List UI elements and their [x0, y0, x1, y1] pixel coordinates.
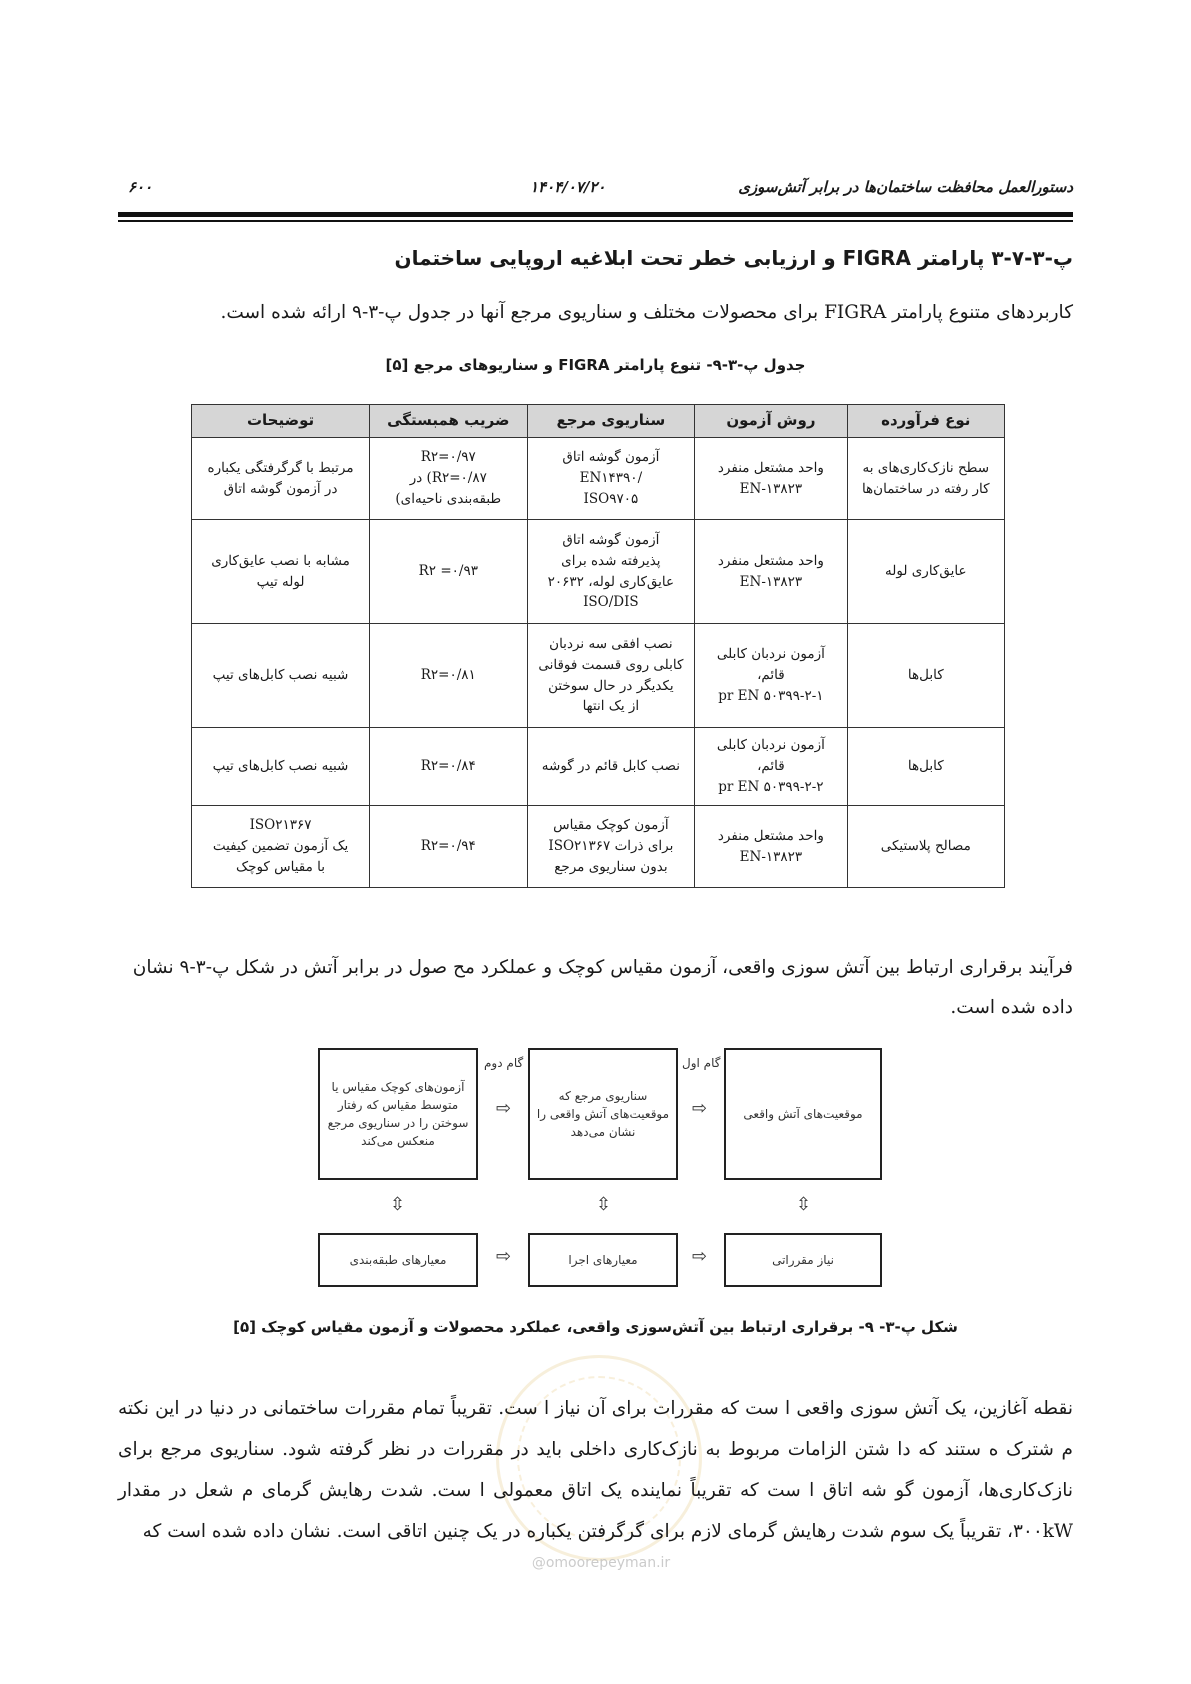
cell-line: کابل‌ها: [907, 758, 944, 775]
cell-line: برای ذرات ISO۲۱۳۶۷: [548, 838, 674, 855]
box-small-scale-tests: آزمون‌های کوچک مقیاس یا متوسط مقیاس که رفتار سوختن را در سناریوی مرجع منعکس می‌کند: [318, 1048, 478, 1180]
cell-line: یکدیگر در حال سوختن: [548, 677, 674, 694]
table-cell-product: [847, 438, 1004, 520]
cell-line: مشابه با نصب عایق‌کاری: [211, 552, 350, 569]
figra-table: [191, 404, 1005, 888]
table-row: [192, 624, 1005, 728]
cell-line: واحد مشتعل منفرد: [717, 552, 824, 569]
table-cell-method: [695, 806, 847, 888]
table-cell-correlation: [370, 624, 527, 728]
page-header: [128, 172, 1073, 206]
cell-line: در آزمون گوشه اتاق: [223, 480, 338, 497]
cell-line: واحد مشتعل منفرد: [717, 459, 824, 476]
updown-arrow-icon: ⇳: [596, 1194, 612, 1215]
section-heading: پ-۳-۷-۳ پارامتر FIGRA و ارزیابی خطر تحت ابلاغیه اروپایی ساختمان: [394, 246, 1073, 270]
cell-line: بدون سناریوی مرجع: [554, 858, 668, 875]
cell-line: سطح نازک‌کاری‌های به: [862, 459, 990, 476]
table-cell-product: [847, 624, 1004, 728]
header-rule-thin: [118, 220, 1073, 222]
cell-line: آزمون نردبان کابلی قائم،: [716, 737, 825, 775]
table-cell-product: [847, 728, 1004, 806]
cell-line: ISO۹۷۰۵: [583, 490, 639, 507]
cell-line: شبیه نصب کابل‌های تیپ: [212, 667, 349, 684]
col-header-scenario: سناریوی مرجع: [527, 405, 695, 438]
cell-line: ISO/DIS: [583, 594, 639, 611]
arrow-icon: ⇨: [496, 1098, 512, 1119]
cell-line: نصب کابل قائم در گوشه: [541, 758, 680, 775]
table-cell-scenario: [527, 624, 695, 728]
cell-line: عایق‌کاری لوله، ۲۰۶۳۲: [547, 573, 675, 590]
table-row: [192, 806, 1005, 888]
cell-line: نصب افقی سه نردبان: [549, 635, 673, 652]
cell-line: آزمون کوچک مقیاس: [553, 817, 669, 834]
table-cell-correlation: [370, 438, 527, 520]
cell-line: شبیه نصب کابل‌های تیپ: [212, 758, 349, 775]
table-cell-scenario: [527, 806, 695, 888]
cell-line: /EN۱۴۳۹۰: [579, 470, 643, 487]
figure-caption: شکل پ-۳- ۹- برقراری ارتباط بین آتش‌سوزی واقعی، عملکرد محصولات و آزمون مقیاس کوچک [۵]: [233, 1318, 958, 1336]
cell-line: R۲=۰/۸۱: [420, 667, 476, 684]
table-row: [192, 728, 1005, 806]
box-classification-criteria: معیارهای طبقه‌بندی: [318, 1233, 478, 1287]
page-number: ۶۰۰: [128, 178, 153, 196]
cell-line: EN-۱۳۸۲۳: [739, 848, 803, 865]
header-rule-thick: [118, 212, 1073, 217]
step-two-label: گام دوم: [484, 1056, 524, 1070]
table-row: [192, 438, 1005, 520]
cell-line: pr EN ۵۰۳۹۹-۲-۱: [718, 687, 824, 704]
cell-line: با مقیاس کوچک: [236, 858, 326, 875]
cell-line: مصالح پلاستیکی: [880, 838, 971, 855]
table-cell-method: [695, 624, 847, 728]
updown-arrow-icon: ⇳: [390, 1194, 406, 1215]
table-cell-product: [847, 806, 1004, 888]
table-row: [192, 520, 1005, 624]
table-cell-correlation: [370, 728, 527, 806]
cell-line: آزمون نردبان کابلی قائم،: [716, 646, 825, 684]
arrow-icon: ⇨: [692, 1098, 708, 1119]
cell-line: طبقه‌بندی ناحیه‌ای): [395, 490, 502, 507]
updown-arrow-icon: ⇳: [796, 1194, 812, 1215]
cell-line: EN-۱۳۸۲۳: [739, 573, 803, 590]
table-cell-method: [695, 728, 847, 806]
body-paragraph: نقطه آغازین، یک آتش سوزی واقعی ا ست که مقررات برای آن نیاز ا ست. تقریباً تمام مقررات ساختمانی در دنیا در این نکته م شترک ه ستند که دا شتن الزامات مربوط به نازک‌کاری داخلی باید در مقررات در نظر گرفته شود. سناریوی مرجع برای نازک‌کاری‌ها، آزمون گو شه اتاق ا ست که تقریباً نماینده یک اتاق معمولی ا ست. شدت رهایش گرمای م شعل در مقدار ۳۰۰kW، تقریباً یک سوم شدت رهایش گرمای لازم برای گرگرفتن یکباره در یک چنین اتاقی است. نشان داده شده است که: [118, 1398, 1073, 1542]
intro-paragraph: کاربردهای متنوع پارامتر FIGRA برای محصولات مختلف و سناریوی مرجع آنها در جدول پ-۳-۹ ارائه شده است.: [220, 302, 1073, 323]
table-cell-method: [695, 438, 847, 520]
col-header-method: روش آزمون: [695, 405, 847, 438]
table-cell-correlation: [370, 520, 527, 624]
table-cell-notes: [192, 806, 370, 888]
col-header-notes: توضیحات: [192, 405, 370, 438]
cell-line: آزمون گوشه اتاق: [562, 531, 660, 548]
col-header-correlation: ضریب همبستگی: [370, 405, 527, 438]
cell-line: R۲=۰/۸۷) در: [409, 470, 487, 487]
table-cell-scenario: [527, 728, 695, 806]
cell-line: کابل‌ها: [907, 667, 944, 684]
cell-line: مرتبط با گرگرفتگی یکباره: [207, 459, 354, 476]
col-header-product: نوع فرآورده: [847, 405, 1004, 438]
cell-line: کار رفته در ساختمان‌ها: [861, 480, 990, 497]
cell-line: R۲ =۰/۹۳: [418, 563, 478, 580]
arrow-icon: ⇨: [692, 1246, 708, 1267]
table-cell-product: [847, 520, 1004, 624]
cell-line: از یک انتها: [582, 698, 640, 715]
watermark-text: @omoorepeyman.ir: [531, 1555, 671, 1571]
table-cell-notes: [192, 520, 370, 624]
cell-line: واحد مشتعل منفرد: [717, 827, 824, 844]
arrow-icon: ⇨: [496, 1246, 512, 1267]
box-regulatory-need: نیاز مقرراتی: [724, 1233, 882, 1287]
box-performance-criteria: معیارهای اجرا: [528, 1233, 678, 1287]
table-cell-notes: [192, 624, 370, 728]
cell-line: R۲=۰/۹۷: [420, 449, 476, 466]
table-cell-method: [695, 520, 847, 624]
cell-line: ISO۲۱۳۶۷: [249, 817, 312, 834]
table-cell-scenario: [527, 438, 695, 520]
cell-line: پذیرفته شده برای: [561, 552, 661, 569]
cell-line: آزمون گوشه اتاق: [562, 449, 660, 466]
header-title: دستورالعمل محافظت ساختمان‌ها در برابر آتش‌سوزی: [738, 178, 1073, 196]
process-diagram: [318, 1048, 882, 1288]
cell-line: R۲=۰/۸۴: [420, 758, 476, 775]
cell-line: لوله تیپ: [256, 573, 305, 590]
step-one-label: گام اول: [682, 1056, 721, 1070]
cell-line: عایق‌کاری لوله: [885, 563, 967, 580]
table-cell-scenario: [527, 520, 695, 624]
table-caption: جدول پ-۳-۹- تنوع پارامتر FIGRA و سناریوهای مرجع [۵]: [385, 356, 806, 374]
table-header-row: [192, 405, 1005, 438]
cell-line: pr EN ۵۰۳۹۹-۲-۲: [718, 778, 824, 795]
cell-line: R۲=۰/۹۴: [420, 838, 476, 855]
cell-line: EN-۱۳۸۲۳: [739, 480, 803, 497]
table-cell-notes: [192, 438, 370, 520]
cell-line: کابلی روی قسمت فوقانی: [538, 656, 684, 673]
header-date: ۱۴۰۴/۰۷/۲۰: [530, 178, 606, 196]
table-cell-notes: [192, 728, 370, 806]
cell-line: یک آزمون تضمین کیفیت: [212, 838, 349, 855]
process-paragraph: فرآیند برقراری ارتباط بین آتش سوزی واقعی، آزمون مقیاس کوچک و عملکرد مح صول در برابر آتش در شکل پ-۳-۹ نشان داده شده است.: [132, 957, 1073, 1018]
table-cell-correlation: [370, 806, 527, 888]
box-real-fire: موقعیت‌های آتش واقعی: [724, 1048, 882, 1180]
box-reference-scenario: سناریوی مرجع که موقعیت‌های آتش واقعی را نشان می‌دهد: [528, 1048, 678, 1180]
